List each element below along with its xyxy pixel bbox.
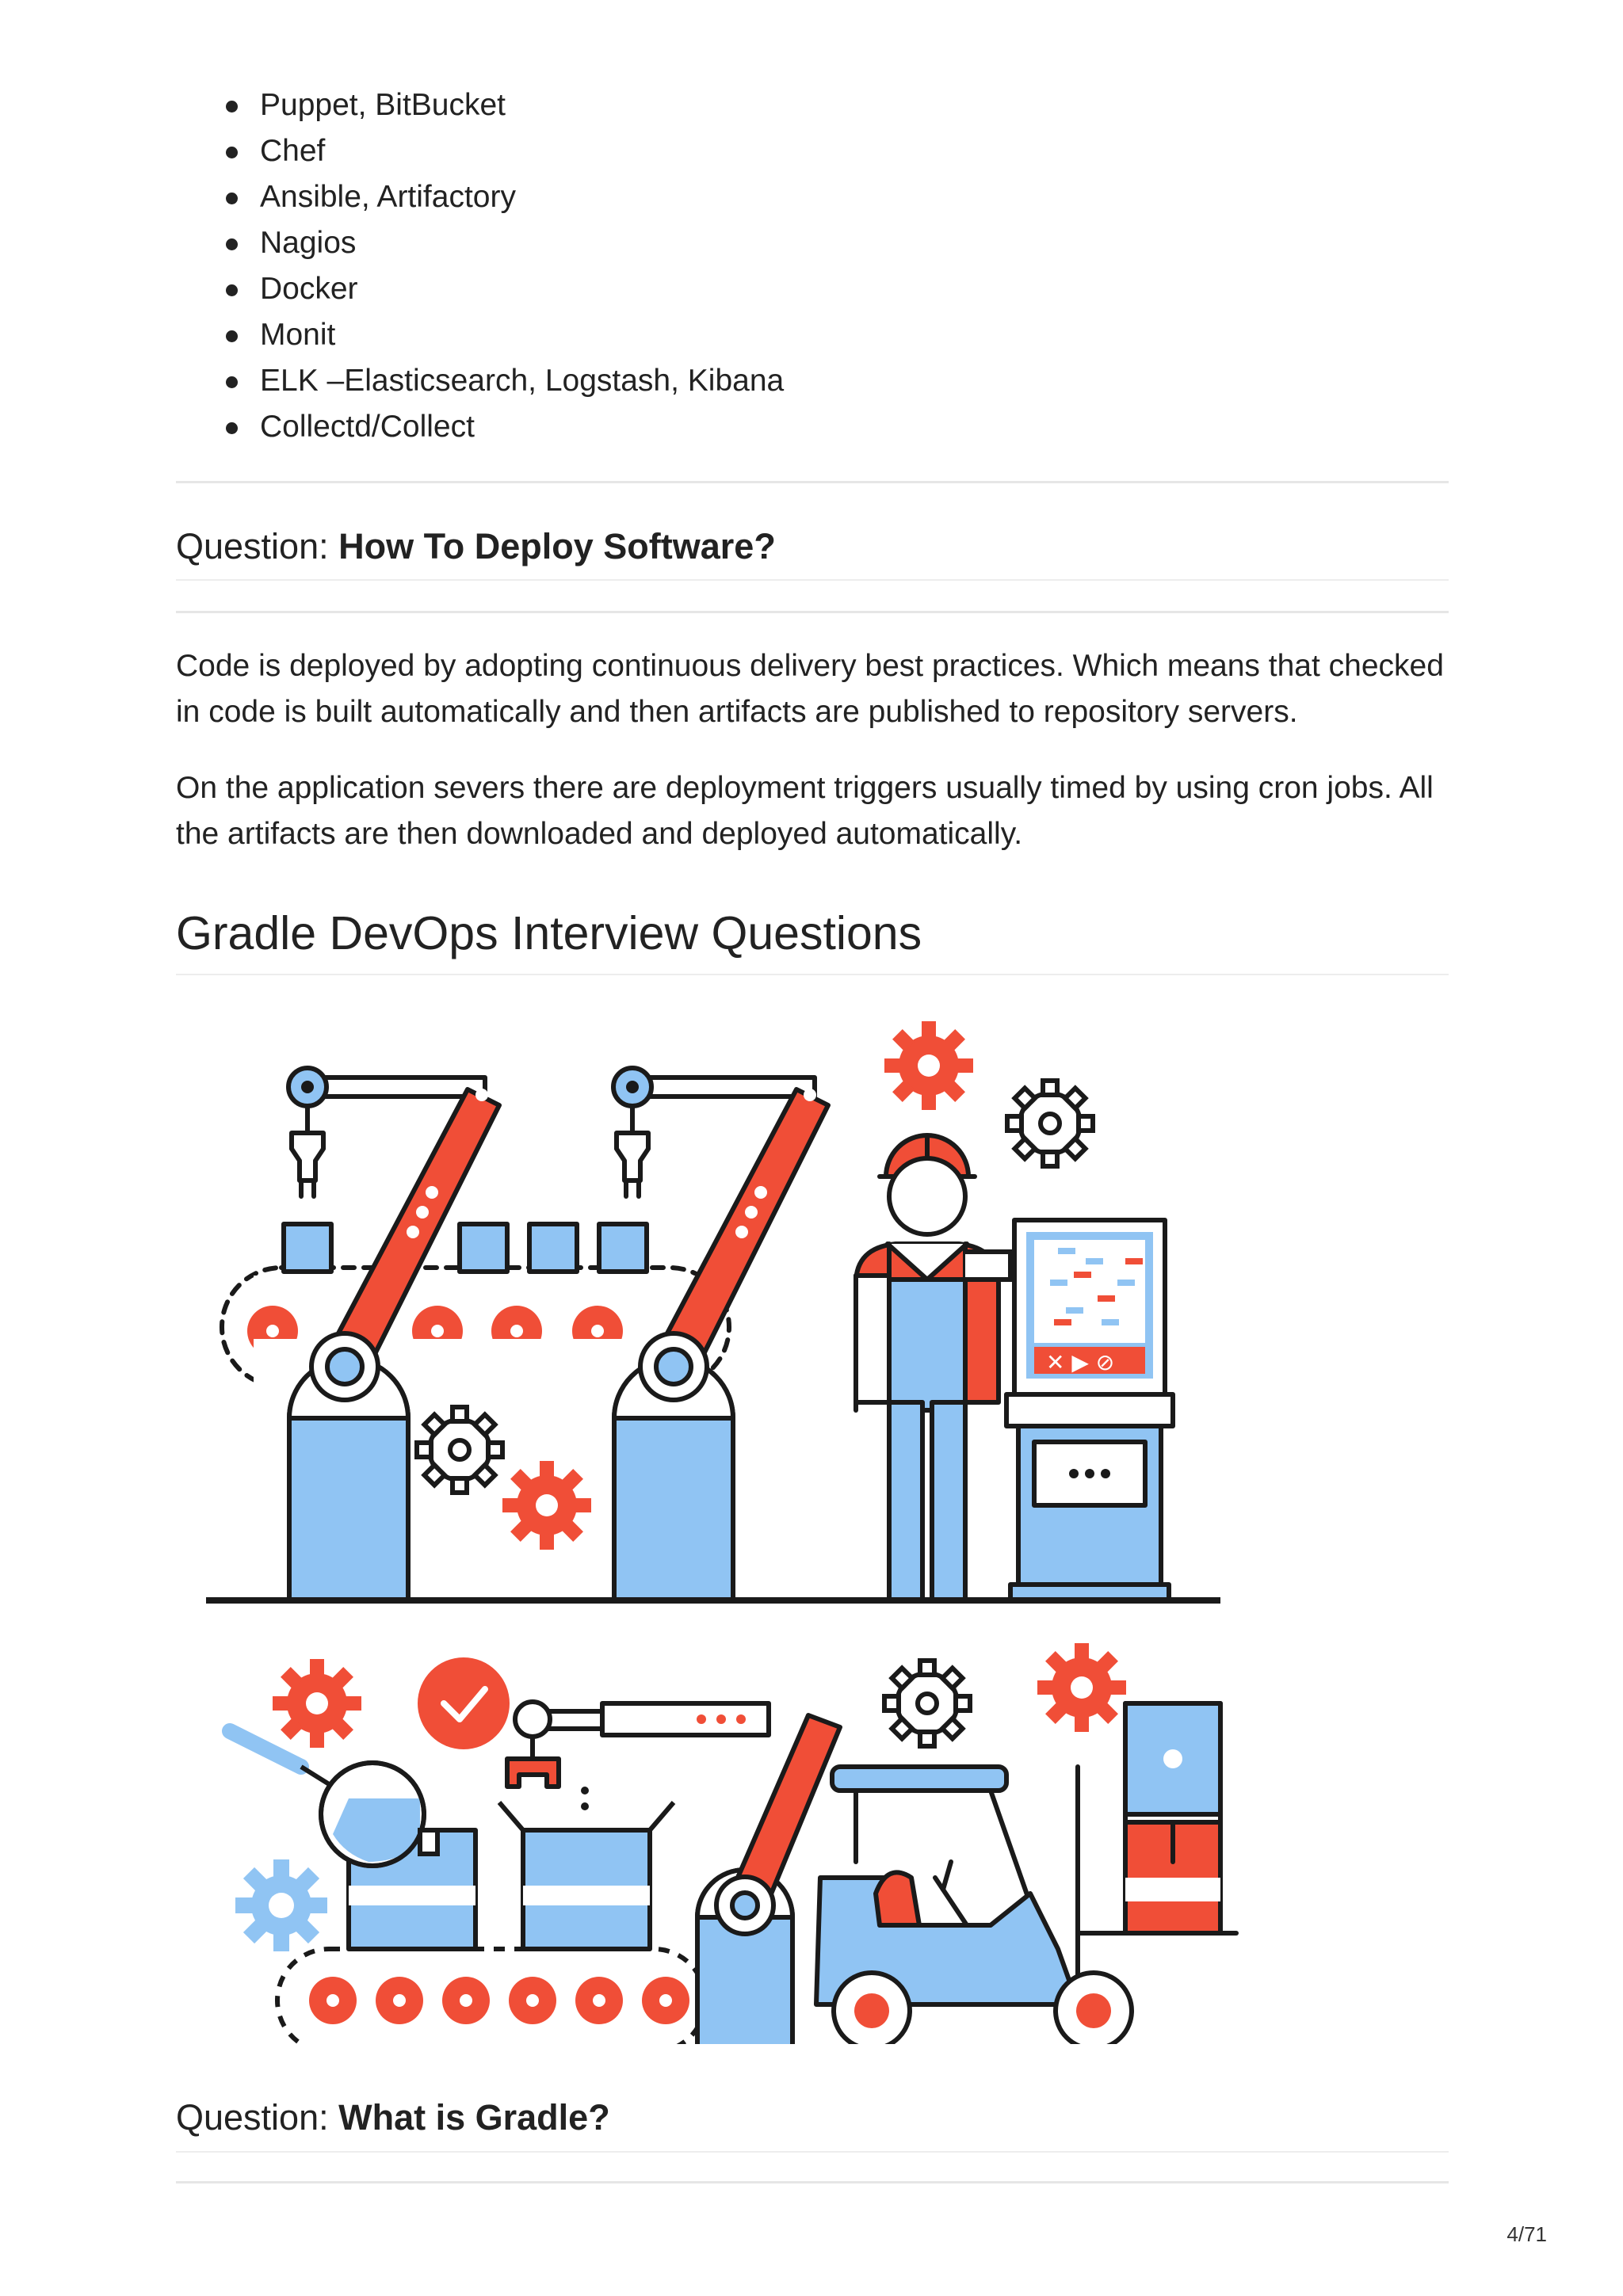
magnifier-icon [230, 1731, 437, 1866]
question-prefix: Question: [176, 526, 339, 566]
gear-icon [273, 1659, 361, 1748]
gear-icon [1037, 1643, 1126, 1732]
divider [176, 579, 1449, 581]
divider [176, 481, 1449, 483]
svg-text:✕ ▶ ⊘: ✕ ▶ ⊘ [1046, 1349, 1115, 1375]
list-item: ELK –Elasticsearch, Logstash, Kibana [176, 358, 784, 404]
paragraph: On the application severs there are deployment triggers usually timed by using cron jobs. All the artifacts are then downloaded and deployed automatically. [176, 771, 1434, 851]
page-number: 4/71 [1507, 2222, 1547, 2246]
forklift-icon [816, 1703, 1236, 2044]
conveyor-belt-icon [277, 1949, 705, 2044]
tool-list [176, 82, 784, 450]
factory-illustration [206, 1006, 1300, 2044]
paragraph: Code is deployed by adopting continuous delivery best practices. Which means that checked in code is built automatically and then artifacts are published to repository servers. [176, 649, 1444, 729]
gear-icon [884, 1021, 973, 1110]
question-prefix: Question: [176, 2097, 339, 2138]
gear-icon [235, 1859, 327, 1951]
gear-icon [884, 1661, 970, 1746]
list-item: Ansible, Artifactory [176, 174, 784, 220]
gear-icon [502, 1461, 591, 1550]
list-item: Chef [176, 128, 784, 174]
section-title: Gradle DevOps Interview Questions [176, 907, 922, 959]
question-title: How To Deploy Software? [338, 526, 776, 566]
list-item: Puppet, BitBucket [176, 82, 784, 128]
question-heading-deploy [176, 524, 776, 569]
check-badge-icon [418, 1657, 510, 1749]
touchscreen-kiosk-icon [1006, 1220, 1173, 1600]
list-item: Monit [176, 312, 784, 358]
divider [176, 2151, 1449, 2153]
question-heading-gradle [176, 2096, 610, 2140]
gear-icon [417, 1407, 502, 1493]
divider [176, 611, 1449, 613]
gear-icon [1007, 1081, 1093, 1166]
list-item: Collectd/Collect [176, 404, 784, 450]
question-title: What is Gradle? [338, 2097, 610, 2138]
list-item: Nagios [176, 220, 784, 266]
divider [176, 2181, 1449, 2183]
list-item: Docker [176, 266, 784, 312]
divider [176, 974, 1449, 975]
